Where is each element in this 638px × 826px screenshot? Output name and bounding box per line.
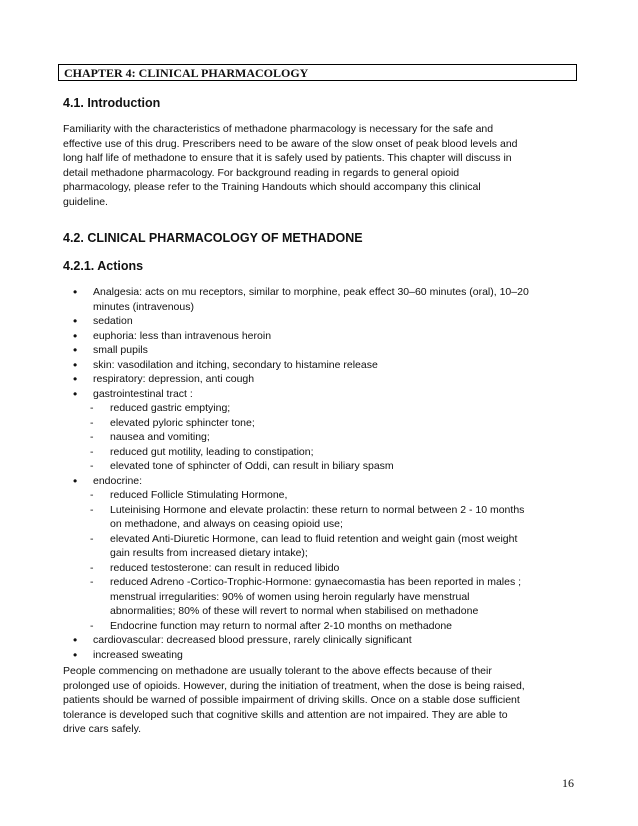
bullet-icon: • [73,343,78,357]
paragraph-line: prolonged use of opioids. However, during the initiation of treatment, when the dose is being raised, [63,679,525,692]
list-item [0,358,638,373]
dash-icon: - [90,503,94,516]
list-item [0,633,638,648]
list-item [0,285,638,314]
section-heading: 4.2. CLINICAL PHARMACOLOGY OF METHADONE [63,231,363,245]
sub-list-item-text: menstrual irregularities: 90% of women using heroin regularly have menstrual [110,590,470,603]
bullet-icon: • [73,328,78,343]
sub-list-item-text: Endocrine function may return to normal after 2-10 months on methadone [110,619,453,632]
list-item-text: endocrine: [93,474,143,487]
sub-list [90,488,638,633]
paragraph-line: detail methadone pharmacology. For background reading in regards to general opioid [63,166,460,179]
list-item-text: Analgesia: acts on mu receptors, similar to morphine, peak effect 30–60 minutes (oral), 10–20 [93,286,529,298]
paragraph-line: drive cars safely. [63,723,141,735]
bullet-icon: • [73,473,78,488]
sub-list-item [90,401,638,416]
sub-list-item [90,575,638,619]
paragraph-line: Familiarity with the characteristics of methadone pharmacology is necessary for the safe and [63,123,494,135]
intro-heading: 4.1. Introduction [63,96,161,110]
bullet-icon: • [73,647,78,662]
bullet-icon: • [73,633,78,647]
list-item-text: small pupils [93,344,148,356]
sub-list-item-text: reduced gastric emptying; [110,402,231,414]
list-item [0,387,638,474]
bullet-icon: • [73,386,78,401]
sub-list-item [90,445,638,460]
dash-icon: - [90,431,94,443]
sub-list-item-text: on methadone, and always on ceasing opioid use; [110,518,343,530]
list-item-text: skin: vasodilation and itching, secondary to histamine release [93,358,378,371]
list-item [0,329,638,344]
bullet-icon: • [73,372,78,386]
dash-icon: - [90,619,94,632]
sub-list-item [90,416,638,431]
list-item [0,372,638,387]
dash-icon: - [90,561,94,574]
paragraph-line: long half life of methadone to ensure that it is safely used by patients. This chapter will discuss in [63,152,512,164]
dash-icon: - [90,576,94,588]
list-item-text: cardiovascular: decreased blood pressure, rarely clinically significant [93,634,412,646]
list-item [0,314,638,329]
paragraph-line: pharmacology, please refer to the Training Handouts which should accompany this clinical [63,181,481,193]
paragraph-line: patients should be warned of possible impairment of driving skills. Once on a stable dose sufficient [63,694,520,706]
closing-paragraph [63,664,583,737]
paragraph-line: guideline. [63,195,108,208]
list-item-text: gastrointestinal tract : [93,387,193,400]
bullet-icon: • [73,314,78,328]
sub-list-item-text: nausea and vomiting; [110,431,210,443]
sub-list-item [90,488,638,503]
paragraph-line: effective use of this drug. Prescribers need to be aware of the slow onset of peak blood levels and [63,137,518,150]
list-item-text: respiratory: depression, anti cough [93,373,255,385]
sub-list-item [90,619,638,634]
dash-icon: - [90,460,94,472]
paragraph-line: People commencing on methadone are usually tolerant to the above effects because of their [63,665,492,677]
dash-icon: - [90,489,94,501]
list-item [0,474,638,634]
sub-list-item-text: elevated Anti-Diuretic Hormone, can lead to fluid retention and weight gain (most weight [110,532,518,545]
list-item-text: minutes (intravenous) [93,300,194,313]
chapter-title: CHAPTER 4: CLINICAL PHARMACOLOGY [58,64,577,81]
list-item-text: sedation [93,315,133,327]
sub-list-item [90,459,638,474]
list-item-text: increased sweating [93,648,183,661]
sub-list-item [90,532,638,561]
sub-list-item-text: reduced Adreno -Cortico-Trophic-Hormone: gynaecomastia has been reported in males ; [110,576,522,588]
sub-list-item-text: reduced gut motility, leading to constipation; [110,445,314,458]
dash-icon: - [90,416,94,429]
sub-list-item-text: gain results from increased dietary intake); [110,547,308,559]
sub-list [90,401,638,474]
sub-list-item-text: Luteinising Hormone and elevate prolactin: these return to normal between 2 - 10 months [110,503,525,516]
actions-heading: 4.2.1. Actions [63,259,144,273]
sub-list-item-text: abnormalities; 80% of these will revert to normal when stabilised on methadone [110,605,479,617]
sub-list-item [90,561,638,576]
actions-list [0,285,638,662]
bullet-icon: • [73,357,78,372]
dash-icon: - [90,445,94,458]
sub-list-item-text: reduced Follicle Stimulating Hormone, [110,489,288,501]
sub-list-item [90,430,638,445]
sub-list-item-text: reduced testosterone: can result in reduced libido [110,561,340,574]
page-number: 16 [562,776,574,790]
list-item [0,343,638,358]
sub-list-item-text: elevated pyloric sphincter tone; [110,416,255,429]
dash-icon: - [90,532,94,545]
paragraph-line: tolerance is developed such that cognitive skills and attention are not impaired. They are able to [63,708,508,721]
list-item [0,648,638,663]
intro-paragraph [63,122,583,209]
dash-icon: - [90,402,94,414]
list-item-text: euphoria: less than intravenous heroin [93,329,272,342]
sub-list-item-text: elevated tone of sphincter of Oddi, can result in biliary spasm [110,460,394,472]
sub-list-item [90,503,638,532]
bullet-icon: • [73,285,78,299]
